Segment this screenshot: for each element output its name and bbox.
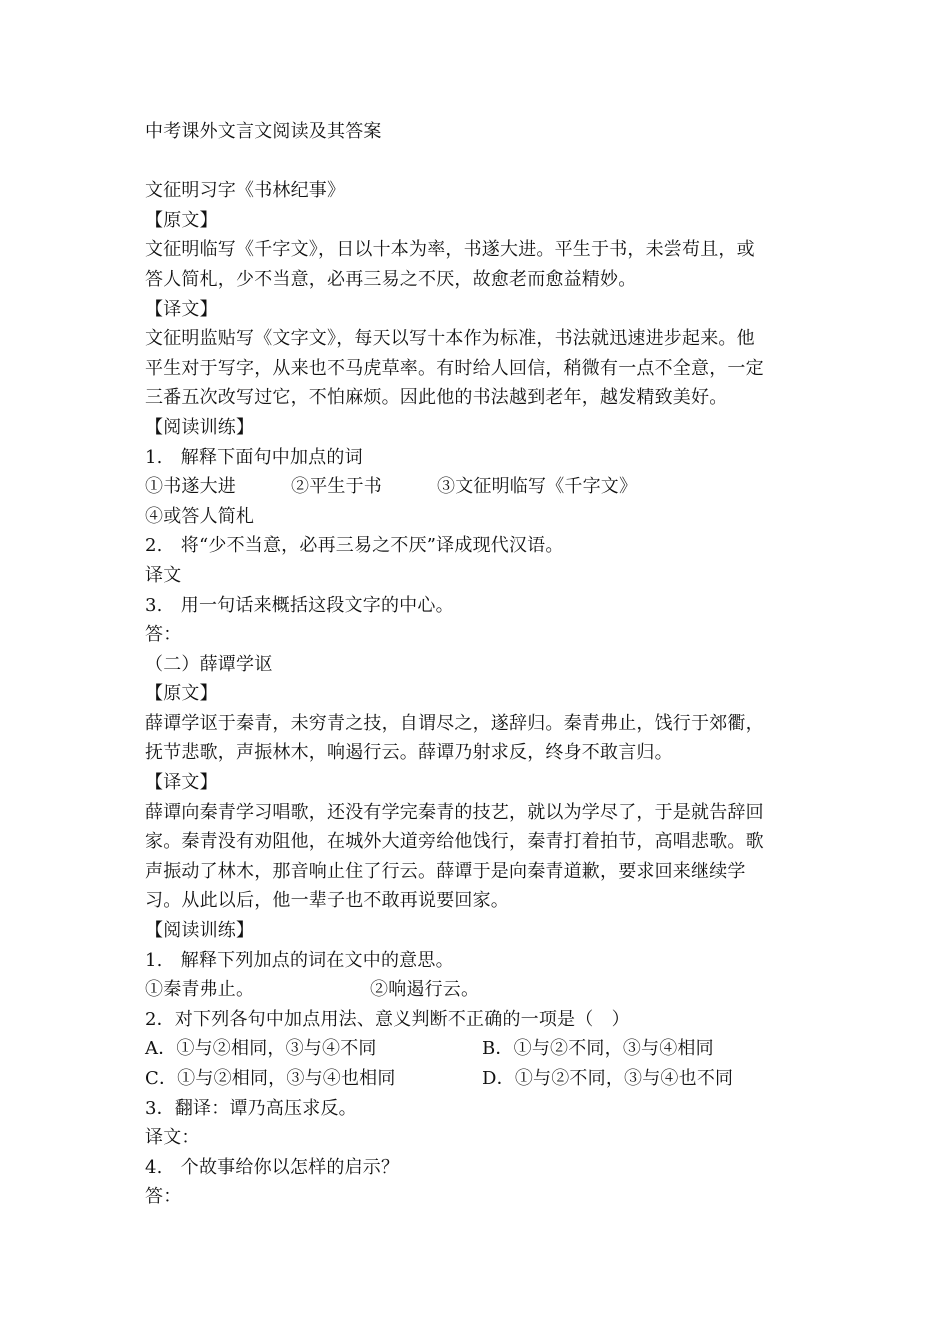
translation-text-line: 声振动了林木，那音响止住了行云。薛谭于是向秦青道歉，要求回来继续学 (145, 860, 746, 882)
original-label: 【原文】 (145, 209, 218, 231)
original-text-line: 薛谭学讴于秦青，未穷青之技，自谓尽之，遂辞归。秦青弗止，饯行于郊衢， (145, 712, 764, 734)
option-b: B．①与②不同，③与④相同 (482, 1038, 714, 1060)
question-item: ④或答人简札 (145, 505, 255, 527)
question-1: 1. 解释下列加点的词在文中的意思。 (145, 949, 454, 971)
translation-label: 【译文】 (145, 772, 218, 794)
translation-text-line: 三番五次改写过它，不怕麻烦。因此他的书法越到老年，越发精致美好。 (145, 387, 728, 409)
answer-label: 译文： (145, 1127, 200, 1149)
question-item: ①书遂大进 (145, 476, 236, 498)
original-label: 【原文】 (145, 683, 218, 705)
translation-text-line: 薛谭向秦青学习唱歌，还没有学完秦青的技艺，就以为学尽了，于是就告辞回 (145, 801, 764, 823)
question-1-items (145, 975, 810, 1005)
answer-options-row (145, 1064, 810, 1094)
answer-label: 答： (145, 1186, 182, 1208)
answer-label: 译文 (145, 564, 182, 586)
option-c: C．①与②相同，③与④也相同 (145, 1068, 396, 1089)
original-text-line: 答人简札，少不当意，必再三易之不厌，故愈老而愈益精妙。 (145, 268, 637, 290)
answer-options-row (145, 1034, 810, 1064)
answer-label: 答： (145, 624, 182, 646)
question-item: ②平生于书 (291, 476, 382, 498)
option-a: A．①与②相同，③与④不同 (145, 1038, 377, 1060)
question-2: 2．对下列各句中加点用法、意义判断不正确的一项是（ ） (145, 1008, 630, 1030)
option-d: D．①与②不同，③与④也不同 (482, 1068, 734, 1089)
section-heading: 文征明习字《书林纪事》 (145, 180, 346, 202)
section-xue-tan (145, 650, 810, 1212)
section-heading: （二）薛谭学讴 (145, 653, 273, 675)
document-title: 中考课外文言文阅读及其答案 (145, 121, 382, 142)
question-item: ②响遏行云。 (370, 979, 480, 1001)
question-4: 4. 个故事给你以怎样的启示？ (145, 1156, 400, 1178)
original-text-line: 抚节悲歌，声振林木，响遏行云。薛谭乃射求反，终身不敢言归。 (145, 742, 673, 764)
exercise-label: 【阅读训练】 (145, 416, 255, 438)
exercise-label: 【阅读训练】 (145, 920, 255, 942)
question-item: ①秦青弗止。 (145, 979, 255, 1001)
section-wen-zhengming (145, 176, 810, 650)
translation-text-line: 习。从此以后，他一辈子也不敢再说要回家。 (145, 890, 509, 912)
question-3: 3. 用一句话来概括这段文字的中心。 (145, 594, 454, 616)
question-1-items (145, 472, 810, 502)
translation-text-line: 家。秦青没有劝阻他，在城外大道旁给他饯行，秦青打着拍节，高唱悲歌。歌 (145, 831, 764, 853)
question-2: 2. 将“少不当意，必再三易之不厌”译成现代汉语。 (145, 535, 564, 557)
translation-label: 【译文】 (145, 298, 218, 320)
question-1: 1. 解释下面句中加点的词 (145, 446, 363, 468)
question-3: 3．翻译：谭乃高压求反。 (145, 1097, 357, 1119)
question-item: ③文征明临写《千字文》 (437, 476, 638, 498)
document-page (145, 117, 810, 1212)
translation-text-line: 文征明监贴写《文字文》，每天以写十本作为标准，书法就迅速进步起来。他 (145, 328, 755, 350)
original-text-line: 文征明临写《千字文》，日以十本为率，书遂大进。平生于书，未尝苟且，或 (145, 239, 755, 261)
translation-text-line: 平生对于写字，从来也不马虎草率。有时给人回信，稍微有一点不全意，一定 (145, 357, 764, 379)
